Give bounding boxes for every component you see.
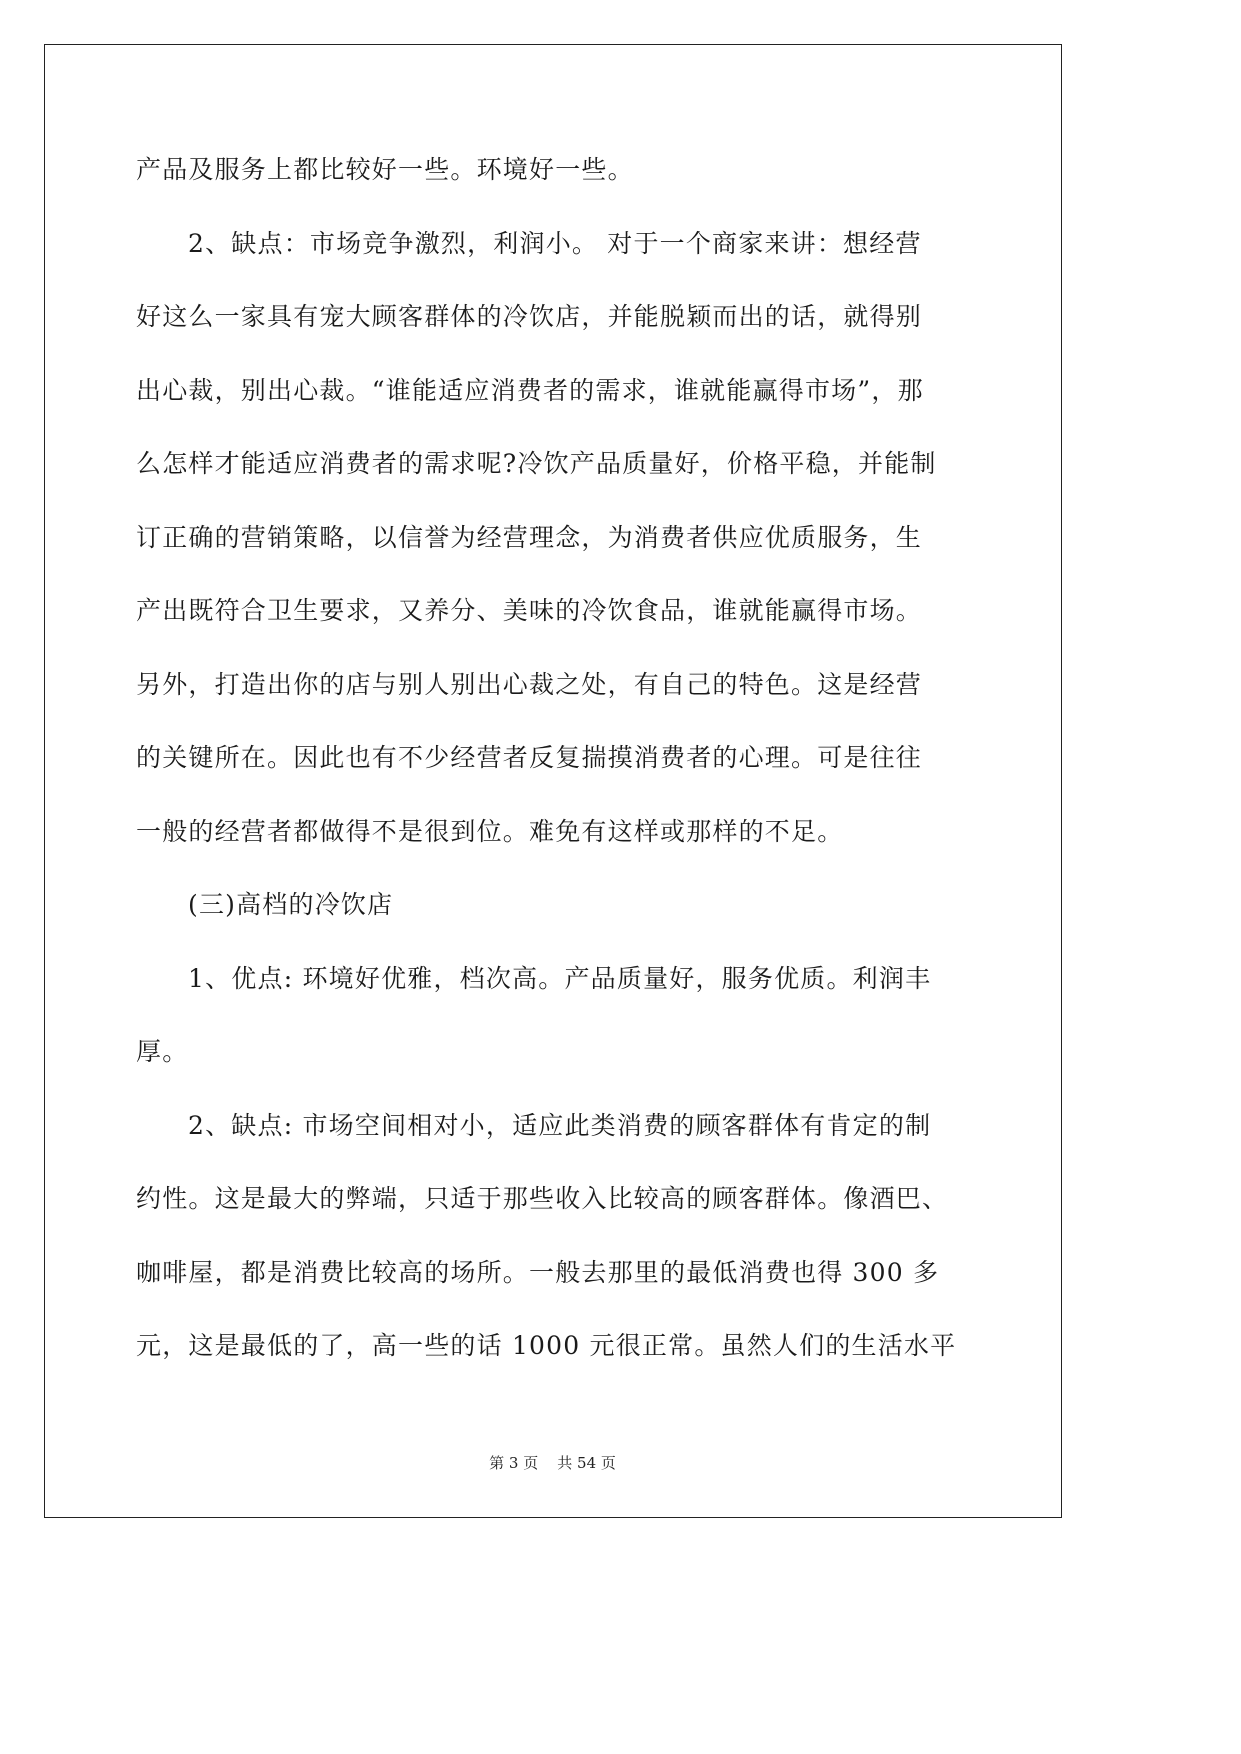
paragraph-line: 元，这是最低的了，高一些的话 1000 元很正常。虽然人们的生活水平 [136, 1331, 957, 1360]
paragraph-line: 约性。这是最大的弊端，只适于那些收入比较高的顾客群体。像酒巴、 [136, 1184, 949, 1213]
paragraph-line: 产出既符合卫生要求，又养分、美味的冷饮食品，谁就能赢得市场。 [136, 596, 923, 625]
page-number-footer: 第 3 页 共 54 页 [489, 1454, 616, 1472]
paragraph-line: 2、缺点：市场竞争激烈，利润小。 对于一个商家来讲：想经营 [188, 228, 922, 258]
paragraph-line: 另外，打造出你的店与别人别出心裁之处，有自己的特色。这是经营 [136, 669, 923, 699]
paragraph-line: 厚。 [136, 1037, 189, 1066]
paragraph-line: 的关键所在。因此也有不少经营者反复揣摸消费者的心理。可是往往 [136, 743, 923, 772]
section-heading: (三)高档的冷饮店 [188, 890, 394, 919]
paragraph-line: 2、缺点: 市场空间相对小，适应此类消费的顾客群体有肯定的制 [188, 1110, 932, 1140]
document-body [136, 145, 972, 1395]
paragraph-line: 订正确的营销策略，以信誉为经营理念，为消费者供应优质服务，生 [136, 522, 923, 552]
paragraph-line: 咖啡屋，都是消费比较高的场所。一般去那里的最低消费也得 300 多 [136, 1257, 940, 1287]
paragraph-line: 出心裁，别出心裁。“谁能适应消费者的需求，谁就能赢得市场”，那 [136, 375, 924, 405]
paragraph-line: 么怎样才能适应消费者的需求呢?冷饮产品质量好，价格平稳，并能制 [136, 449, 937, 478]
paragraph-line: 产品及服务上都比较好一些。环境好一些。 [136, 155, 634, 184]
paragraph-line: 1、优点: 环境好优雅，档次高。产品质量好，服务优质。利润丰 [188, 963, 932, 993]
paragraph-line: 一般的经营者都做得不是很到位。难免有这样或那样的不足。 [136, 816, 844, 846]
paragraph-line: 好这么一家具有宠大顾客群体的冷饮店，并能脱颖而出的话，就得别 [136, 302, 923, 331]
